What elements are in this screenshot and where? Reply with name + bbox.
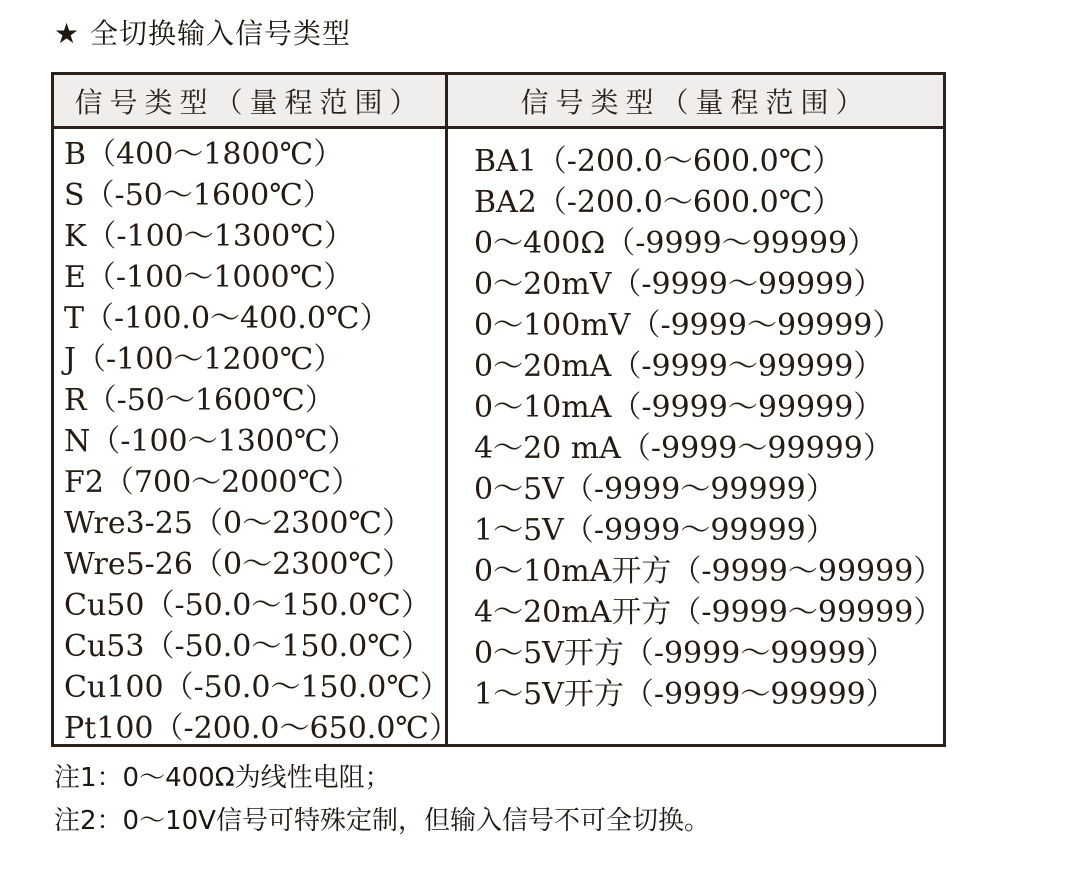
table-body	[54, 129, 943, 744]
table-row: F2（700～2000℃）	[64, 465, 362, 500]
table-header-left: 信号类型（量程范围）	[54, 75, 448, 126]
table-header-right: 信号类型（量程范围）	[520, 85, 871, 119]
table-row: N（-100～1300℃）	[64, 424, 358, 459]
table-row: B（400～1800℃）	[64, 137, 344, 172]
table-header-row	[54, 75, 943, 129]
table-row: 0～400Ω（-9999～99999）	[474, 226, 878, 261]
table-row: 0～10mA开方（-9999～99999）	[474, 554, 944, 589]
table-row: 0～20mV（-9999～99999）	[474, 267, 884, 302]
note-line: 注2：0～10V信号可特殊定制，但输入信号不可全切换。	[54, 806, 710, 836]
table-row: J（-100～1200℃）	[64, 342, 344, 377]
table-row: K（-100～1300℃）	[64, 219, 354, 254]
table-row: 1～5V（-9999～99999）	[474, 513, 836, 548]
table-row: R（-50～1600℃）	[64, 383, 335, 418]
table-row: Wre5-26（0～2300℃）	[64, 547, 412, 582]
table-row: 0～10mA（-9999～99999）	[474, 390, 884, 425]
table-row: 0～5V（-9999～99999）	[474, 472, 836, 507]
table-row: 0～20mA（-9999～99999）	[474, 349, 884, 384]
table-row: 1～5V开方（-9999～99999）	[474, 677, 896, 712]
table-row: 4～20 mA（-9999～99999）	[474, 431, 893, 466]
table-row: S（-50～1600℃）	[64, 178, 333, 213]
signal-type-table	[51, 72, 946, 747]
table-row: BA2（-200.0～600.0℃）	[474, 185, 843, 220]
table-row: Pt100（-200.0～650.0℃）	[64, 711, 459, 746]
footnotes	[54, 757, 710, 843]
table-row: 0～100mV（-9999～99999）	[474, 308, 903, 343]
table-row: 0～5V开方（-9999～99999）	[474, 636, 896, 671]
page-title: ★ 全切换输入信号类型	[54, 17, 352, 50]
table-row: T（-100.0～400.0℃）	[64, 301, 390, 336]
table-row: BA1（-200.0～600.0℃）	[474, 144, 843, 179]
note-line: 注1：0～400Ω为线性电阻；	[54, 763, 391, 793]
table-row: E（-100～1000℃）	[64, 260, 354, 295]
table-row: Cu50（-50.0～150.0℃）	[64, 588, 431, 623]
table-row: Wre3-25（0～2300℃）	[64, 506, 412, 541]
table-row: 4～20mA开方（-9999～99999）	[474, 595, 944, 630]
table-row: Cu100（-50.0～150.0℃）	[64, 670, 450, 705]
table-row: Cu53（-50.0～150.0℃）	[64, 629, 431, 664]
table-cell-right	[448, 129, 943, 744]
table-cell-left	[54, 129, 459, 746]
